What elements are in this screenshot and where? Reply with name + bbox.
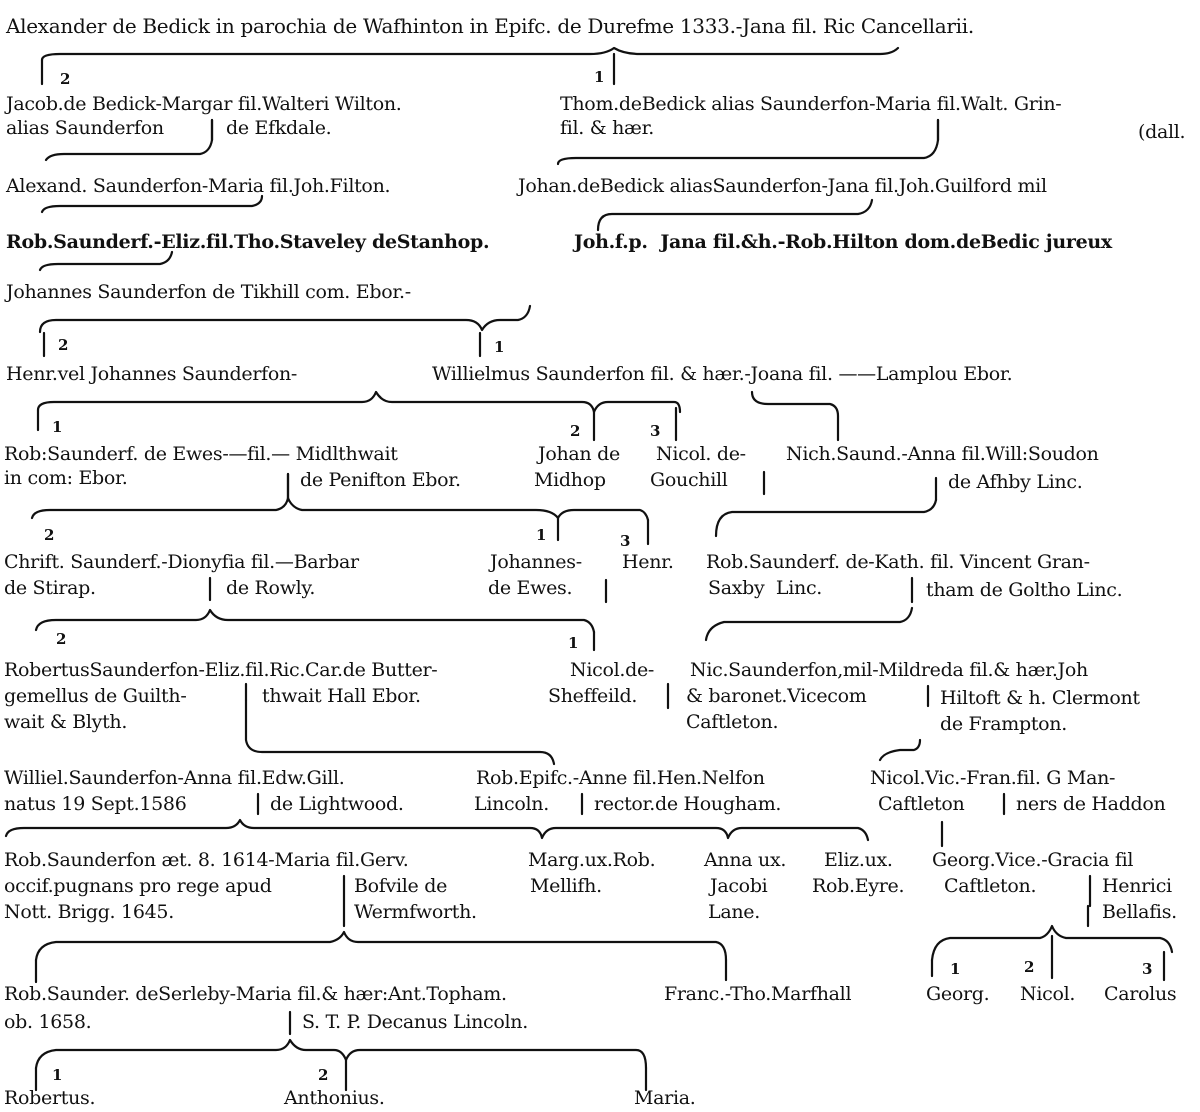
person-entry: de Efkdale. xyxy=(226,117,332,139)
person-entry: Henrici xyxy=(1102,875,1172,897)
person-entry: Thom.deBedick alias Saunderfon-Maria fil.Walt. Grin- xyxy=(560,93,1062,115)
birth-order-number: 3 xyxy=(620,532,631,550)
connector-bracket xyxy=(42,48,898,60)
person-entry: Wermfworth. xyxy=(354,901,477,923)
person-entry: & baronet.Vicecom xyxy=(686,685,867,707)
connector-bracket xyxy=(752,392,838,440)
person-entry: Bofvile de xyxy=(354,875,448,897)
person-entry: Jacobi xyxy=(710,875,768,897)
person-entry: wait & Blyth. xyxy=(4,711,128,733)
person-entry: Franc.-Tho.Marfhall xyxy=(664,983,852,1005)
birth-order-number: 1 xyxy=(568,634,579,652)
connector-drop xyxy=(44,333,480,356)
person-entry: Rob:Saunderf. de Ewes-—fil.— Midlthwait xyxy=(4,443,398,465)
connector-bracket xyxy=(716,500,936,536)
person-entry: de Stirap. xyxy=(4,577,96,599)
person-entry: Nicol.de- xyxy=(570,659,655,681)
connector-bracket xyxy=(36,610,594,632)
person-entry: tham de Goltho Linc. xyxy=(926,579,1123,601)
person-entry: alias Saunderfon xyxy=(6,117,164,139)
person-entry: Gouchill xyxy=(650,469,728,491)
birth-order-number: 1 xyxy=(52,1066,63,1084)
person-entry: Hiltoft & h. Clermont xyxy=(940,687,1140,709)
birth-order-number: 2 xyxy=(56,630,67,648)
connector-drop xyxy=(42,54,614,84)
person-entry: Nic.Saunderfon,mil-Mildreda fil.& hær.Joh xyxy=(690,659,1088,681)
person-entry: de Ewes. xyxy=(488,577,573,599)
person-entry: Caftleton. xyxy=(686,711,779,733)
person-entry: Lane. xyxy=(708,901,760,923)
progenitor-line: Alexander de Bedick in parochia de Wafhinton in Epifc. de Durefme 1333.-Jana fil. Ric Cancellarii. xyxy=(6,14,974,38)
person-entry: de Penifton Ebor. xyxy=(300,469,461,491)
birth-order-number: 2 xyxy=(58,336,69,354)
person-entry: RobertusSaunderfon-Eliz.fil.Ric.Car.de Butter- xyxy=(4,659,438,681)
person-entry: fil. & hær. xyxy=(560,117,655,139)
person-entry: rector.de Hougham. xyxy=(594,793,782,815)
person-entry: Caftleton xyxy=(878,793,965,815)
birth-order-number: 2 xyxy=(570,422,581,440)
person-entry: Anthonius. xyxy=(284,1087,385,1109)
person-entry: ob. 1658. xyxy=(4,1011,92,1033)
person-entry: Eliz.ux. xyxy=(824,849,893,871)
birth-order-number: 3 xyxy=(1142,960,1153,978)
person-entry: Johannes- xyxy=(490,551,582,573)
person-entry: Willielmus Saunderfon fil. & hær.-Joana fil. ——Lamplou Ebor. xyxy=(432,363,1013,385)
person-entry: natus 19 Sept.1586 xyxy=(4,793,187,815)
person-entry: Rob.Saunderfon æt. 8. 1614-Maria fil.Gerv. xyxy=(4,849,409,871)
person-entry: Henr. xyxy=(622,551,674,573)
person-entry: Caftleton. xyxy=(944,875,1037,897)
connector-bracket xyxy=(6,820,868,840)
person-entry: Georg.Vice.-Gracia fil xyxy=(932,849,1134,871)
person-entry: Bellafis. xyxy=(1102,901,1177,923)
person-entry: Nich.Saund.-Anna fil.Will:Soudon xyxy=(786,443,1099,465)
person-entry: Jacob.de Bedick-Margar fil.Walteri Wilton. xyxy=(6,93,402,115)
person-entry: de Afhby Linc. xyxy=(948,471,1083,493)
person-entry: Rob.Saunderf.-Eliz.fil.Tho.Staveley deStanhop. xyxy=(6,231,490,253)
person-entry: Georg. xyxy=(926,983,990,1005)
birth-order-number: 2 xyxy=(318,1066,329,1084)
person-entry: Johan.deBedick aliasSaunderfon-Jana fil.Joh.Guilford mil xyxy=(518,175,1047,197)
person-entry: Mellifh. xyxy=(530,875,602,897)
person-entry: Maria. xyxy=(634,1087,696,1109)
person-entry: gemellus de Guilth- xyxy=(4,685,187,707)
connector-bracket xyxy=(32,498,648,520)
person-entry: Nott. Brigg. 1645. xyxy=(4,901,174,923)
connector-bracket xyxy=(246,700,554,764)
person-entry: Rob.Epifc.-Anne fil.Hen.Nelfon xyxy=(476,767,765,789)
person-entry: Nicol.Vic.-Fran.fil. G Man- xyxy=(870,767,1116,789)
person-entry: Johan de xyxy=(538,443,620,465)
person-entry: Johannes Saunderfon de Tikhill com. Ebor.- xyxy=(6,281,411,303)
person-entry: Sheffeild. xyxy=(548,685,638,707)
person-entry: thwait Hall Ebor. xyxy=(262,685,421,707)
person-entry: Rob.Saunderf. de-Kath. fil. Vincent Gran- xyxy=(706,551,1090,573)
person-entry: de Rowly. xyxy=(226,577,316,599)
person-entry: S. T. P. Decanus Lincoln. xyxy=(302,1011,528,1033)
birth-order-number: 1 xyxy=(950,960,961,978)
connector-bracket xyxy=(706,608,912,640)
birth-order-number: 1 xyxy=(594,68,605,86)
connector-bracket xyxy=(880,740,920,760)
connector-bracket xyxy=(36,1040,646,1068)
person-entry: Marg.ux.Rob. xyxy=(528,849,656,871)
person-entry: Nicol. xyxy=(1020,983,1076,1005)
connector-bracket xyxy=(40,306,530,332)
person-entry: Rob.Eyre. xyxy=(812,875,905,897)
person-entry: Midhop xyxy=(534,469,606,491)
birth-order-number: 2 xyxy=(44,526,55,544)
connector-bracket xyxy=(38,392,680,412)
person-entry: (dall. xyxy=(1138,121,1186,143)
connector-drop xyxy=(36,960,726,982)
person-entry: Alexand. Saunderfon-Maria fil.Joh.Filton. xyxy=(6,175,391,197)
birth-order-number: 2 xyxy=(60,70,71,88)
birth-order-number: 2 xyxy=(1024,958,1035,976)
connector-bracket xyxy=(36,932,726,960)
person-entry: Lincoln. xyxy=(474,793,549,815)
person-entry: Robertus. xyxy=(4,1087,96,1109)
person-entry: de Frampton. xyxy=(940,713,1067,735)
birth-order-number: 1 xyxy=(494,338,505,356)
person-entry: in com: Ebor. xyxy=(4,467,128,489)
birth-order-number: 3 xyxy=(650,422,661,440)
person-entry: Joh.f.p. Jana fil.&h.-Rob.Hilton dom.deBedic jureux xyxy=(574,231,1112,253)
person-entry: Rob.Saunder. deSerleby-Maria fil.& hær:Ant.Topham. xyxy=(4,983,507,1005)
birth-order-number: 1 xyxy=(536,526,547,544)
person-entry: occif.pugnans pro rege apud xyxy=(4,875,272,897)
person-entry: Nicol. de- xyxy=(656,443,746,465)
person-entry: Saxby Linc. xyxy=(708,577,823,599)
person-entry: Henr.vel Johannes Saunderfon- xyxy=(6,363,298,385)
person-entry: ners de Haddon xyxy=(1016,793,1166,815)
connector-bracket xyxy=(598,200,872,230)
birth-order-number: 1 xyxy=(52,418,63,436)
person-entry: Chrift. Saunderf.-Dionyfia fil.—Barbar xyxy=(4,551,359,573)
person-entry: Anna ux. xyxy=(704,849,787,871)
person-entry: de Lightwood. xyxy=(270,793,404,815)
person-entry: Carolus xyxy=(1104,983,1177,1005)
person-entry: Williel.Saunderfon-Anna fil.Edw.Gill. xyxy=(4,767,345,789)
